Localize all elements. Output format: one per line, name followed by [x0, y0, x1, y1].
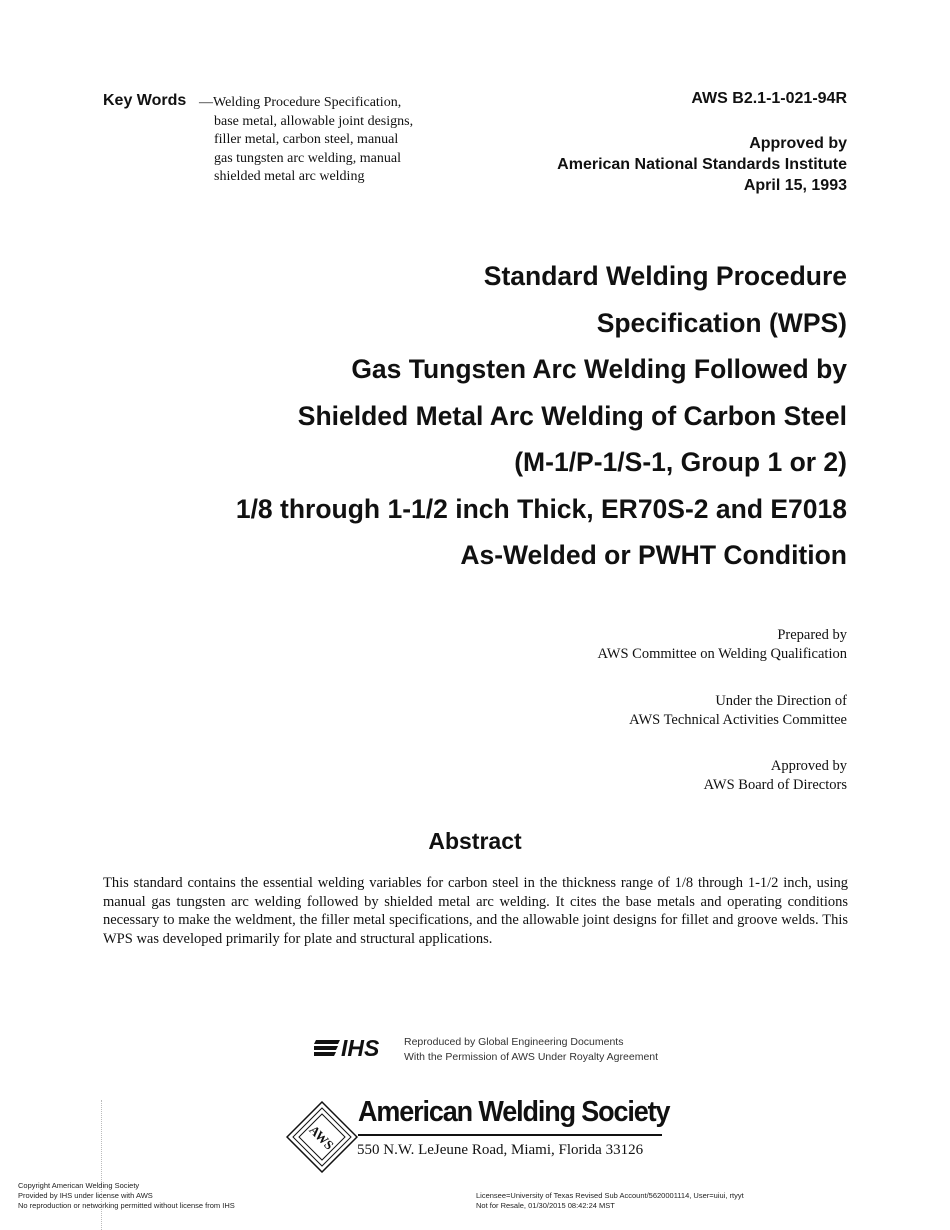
document-title [236, 256, 847, 582]
title-line: Gas Tungsten Arc Welding Followed by [351, 354, 847, 384]
abstract-body: This standard contains the essential welding variables for carbon steel in the thickness range of 1/8 through 1-1/2 inch, using manual gas tungsten arc welding followed by shielded metal arc welding. It cites the base metals and operating conditions necessary to make the weldment, the filler metal specifications, and the allowable joint designs for fillet and groove welds. This WPS was developed primarily for plate and structural applications. [103, 875, 848, 947]
title-line: 1/8 through 1-1/2 inch Thick, ER70S-2 and E7018 [235, 493, 847, 524]
credit-body: AWS Board of Directors [703, 777, 847, 793]
credit-role: Under the Direction of [715, 693, 847, 709]
credit-prepared-by [597, 626, 847, 664]
aws-address: 550 N.W. LeJeune Road, Miami, Florida 33126 [357, 1142, 644, 1158]
title-line: Specification (WPS) [596, 307, 847, 338]
ihs-notice [404, 1035, 658, 1065]
footer-line: Not for Resale, 01/30/2015 08:42:24 MST [476, 1201, 615, 1210]
aws-emblem-text: AWS [306, 1122, 337, 1153]
keywords-line: base metal, allowable joint designs, [214, 113, 414, 129]
keywords-line: filler metal, carbon steel, manual [214, 132, 399, 147]
footer-line: No reproduction or networking permitted without license from IHS [18, 1201, 235, 1210]
approval-line: Approved by [749, 135, 847, 152]
credit-body: AWS Committee on Welding Qualification [597, 646, 847, 662]
credit-approved-by [704, 757, 847, 795]
document-number: AWS B2.1-1-021-94R [691, 90, 847, 107]
keywords-line: —Welding Procedure Specification, [199, 95, 402, 110]
ihs-logo [314, 1036, 394, 1065]
aws-emblem [286, 1101, 358, 1178]
title-line: Standard Welding Procedure [483, 261, 847, 291]
aws-divider [358, 1134, 662, 1136]
ihs-logo-text: IHS [341, 1036, 380, 1060]
title-line: (M-1/P-1/S-1, Group 1 or 2) [514, 447, 847, 477]
credit-body: AWS Technical Activities Committee [629, 712, 847, 728]
abstract-heading: Abstract [428, 828, 522, 854]
aws-emblem-icon [286, 1101, 358, 1173]
keywords-line: gas tungsten arc welding, manual [214, 150, 402, 166]
keywords-line: shielded metal arc welding [214, 169, 365, 184]
ihs-notice-line: Reproduced by Global Engineering Documents [404, 1036, 624, 1048]
approval-line: American National Standards Institute [557, 156, 847, 173]
footer-license [476, 1191, 744, 1211]
credit-direction [629, 692, 847, 730]
footer-line: Provided by IHS under license with AWS [18, 1191, 153, 1200]
approval-date: April 15, 1993 [743, 177, 847, 194]
ansi-approval [557, 133, 847, 196]
footer-line: Copyright American Welding Society [18, 1181, 140, 1190]
credit-role: Prepared by [777, 627, 847, 643]
keywords-list [199, 94, 449, 187]
footer-line: Licensee=University of Texas Revised Sub Account/5620001114, User=uiui, rtyyt [476, 1191, 744, 1200]
ihs-logo-icon [314, 1036, 394, 1060]
credit-role: Approved by [770, 758, 847, 774]
footer-copyright [18, 1181, 235, 1211]
aws-wordmark: American Welding Society [358, 1096, 670, 1128]
keywords-label: Key Words [103, 92, 187, 109]
title-line: As-Welded or PWHT Condition [460, 540, 847, 570]
title-line: Shielded Metal Arc Welding of Carbon Steel [297, 400, 847, 431]
ihs-notice-line: With the Permission of AWS Under Royalty Agreement [404, 1051, 659, 1063]
